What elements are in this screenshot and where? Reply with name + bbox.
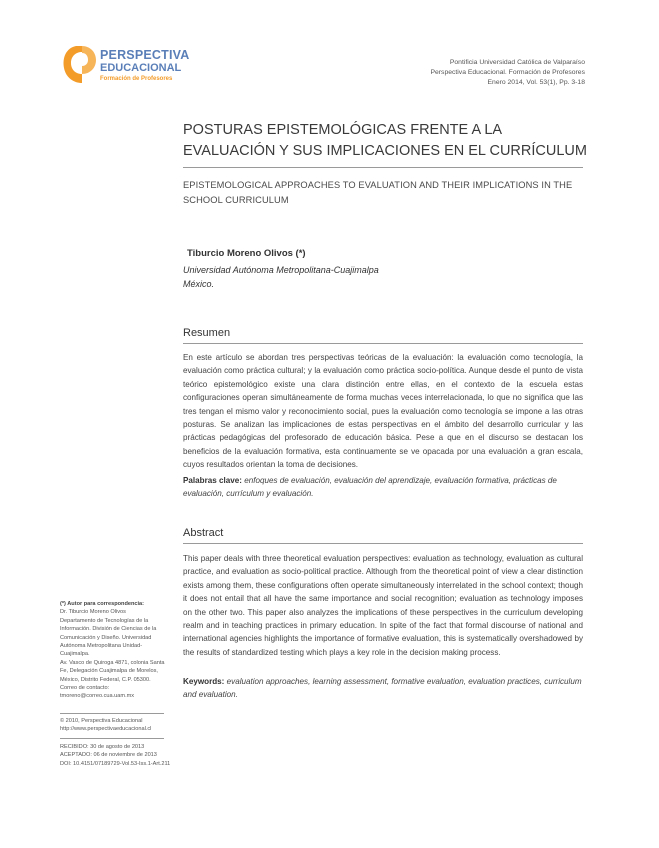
logo-mark-icon bbox=[60, 44, 98, 84]
copyright-note bbox=[60, 717, 172, 734]
author-affiliation bbox=[183, 263, 379, 291]
abstract-text: This paper deals with three theoretical evaluation perspectives: evaluation as technology, evaluation as cultural practice, and evaluation as socio-political practice. Although from the theoretical point of view a clear distinction exists among them, these configurations often operate simultaneously interrelated in the school context; though it does not entail that all have the same importance and social recognition; evaluation as technology imposes on the other two. This paper also analyzes the implications of these perspectives in the curriculum developing realm and in teaching practices in primary education. In spite of the fact that formal discourse of national and international agencies highlights the importance of formative evaluation, this is systematically overshadowed by the results of standardized testing which plays a key role in the decision making process. bbox=[183, 554, 583, 657]
resumen-divider bbox=[183, 343, 583, 344]
article-title: POSTURAS EPISTEMOLÓGICAS FRENTE A LA EVALUACIÓN Y SUS IMPLICACIONES EN EL CURRÍCULUM bbox=[183, 122, 587, 159]
abstract-keywords bbox=[183, 675, 583, 702]
correspondence-line: Autónoma Metropolitana Unidad- bbox=[60, 643, 143, 650]
received-date: RECIBIDO: 30 de agosto de 2013 bbox=[60, 744, 145, 750]
accepted-date: ACEPTADO: 06 de noviembre de 2013 bbox=[60, 752, 157, 759]
author-name: Tiburcio Moreno Olivos (*) bbox=[187, 248, 306, 259]
journal-url[interactable]: http://www.perspectivaeducacional.cl bbox=[60, 726, 152, 733]
header-journal: Perspectiva Educacional. Formación de Profesores bbox=[430, 69, 585, 76]
keywords-label-es: Palabras clave: bbox=[183, 476, 242, 485]
article-title-english: EPISTEMOLOGICAL APPROACHES TO EVALUATION AND THEIR IMPLICATIONS IN THE SCHOOL CURRICULUM bbox=[183, 180, 573, 205]
resumen-keywords bbox=[183, 474, 583, 501]
resumen-text: En este artículo se abordan tres perspectivas teóricas de la evaluación: la evaluación como tecnología, la evaluación como práctica cultural; y la evaluación como práctica socio-política. Aunque desde el punto de vista teórico epistemológico existe una clara distinción entre ellas, en el contexto de la escuela estas configuraciones operan simultáneamente de forma muchas veces interrelacionada, lo que no significa que las tres tengan el mismo valor y reconocimiento social, pues la evaluación como tecnología se impone a las otras posturas. Se analizan las implicaciones de estas perspectivas en el ámbito del desarrollo curricular y las prácticas pedagógicas del profesorado de educación básica. Pese a que en el discurso se destacan los beneficios de la evaluación formativa, esta continuamente se ve opacada por una evaluación a gran escala, cuyos resultados orientan la toma de decisiones. bbox=[183, 353, 583, 470]
doi: DOI: 10.4151/07189729-Vol.53-Iss.1-Art.211 bbox=[60, 760, 171, 767]
abstract-divider bbox=[183, 543, 583, 544]
title-divider bbox=[183, 167, 583, 168]
keywords-text-en: evaluation approaches, learning assessment, formative evaluation, evaluation practices, curriculum and evaluation. bbox=[183, 677, 582, 700]
correspondence-line: Cuajimalpa. bbox=[60, 651, 90, 658]
logo-subtitle: EDUCACIONAL bbox=[100, 62, 182, 74]
correspondence-line: México, Distrito Federal, C.P. 05300. bbox=[60, 676, 151, 683]
copyright-line: © 2010, Perspectiva Educacional bbox=[60, 718, 143, 724]
dates-note bbox=[60, 743, 172, 768]
sidebar-divider bbox=[60, 738, 164, 739]
keywords-label-en: Keywords: bbox=[183, 677, 225, 686]
correspondence-line: Dr. Tiburcio Moreno Olivos bbox=[60, 609, 126, 616]
resumen-heading: Resumen bbox=[183, 327, 231, 339]
correspondence-line: Av. Vasco de Quiroga 4871, colonia Santa bbox=[60, 659, 165, 666]
correspondence-line: Comunicación y Diseño. Universidad bbox=[60, 634, 152, 641]
correspondence-line: Departamento de Tecnologías de la bbox=[60, 617, 149, 624]
affiliation-country: México. bbox=[183, 279, 215, 289]
correspondence-email[interactable]: tmoreno@correo.cua.uam.mx bbox=[60, 693, 135, 700]
logo-title: PERSPECTIVA bbox=[100, 48, 190, 62]
journal-logo bbox=[60, 44, 190, 86]
abstract-heading: Abstract bbox=[183, 527, 224, 539]
header-issue: Enero 2014, Vol. 53(1), Pp. 3-18 bbox=[487, 79, 585, 86]
correspondence-heading: (*) Autor para correspondencia: bbox=[60, 601, 145, 607]
keywords-text-es: enfoques de evaluación, evaluación del aprendizaje, evaluación formativa, prácticas de evaluación, currículum y evaluación. bbox=[183, 476, 557, 499]
affiliation-institution: Universidad Autónoma Metropolitana-Cuajimalpa bbox=[183, 265, 379, 275]
logo-tagline: Formación de Profesores bbox=[100, 76, 173, 82]
correspondence-line: Correo de contacto: bbox=[60, 685, 110, 692]
correspondence-line: Fe, Delegación Cuajimalpa de Morelos, bbox=[60, 668, 158, 675]
correspondence-line: Información. División de Ciencias de la bbox=[60, 626, 157, 633]
journal-header bbox=[430, 58, 585, 88]
correspondence-note bbox=[60, 600, 172, 701]
header-institution: Pontificia Universidad Católica de Valparaíso bbox=[449, 59, 585, 66]
sidebar-divider bbox=[60, 713, 164, 714]
